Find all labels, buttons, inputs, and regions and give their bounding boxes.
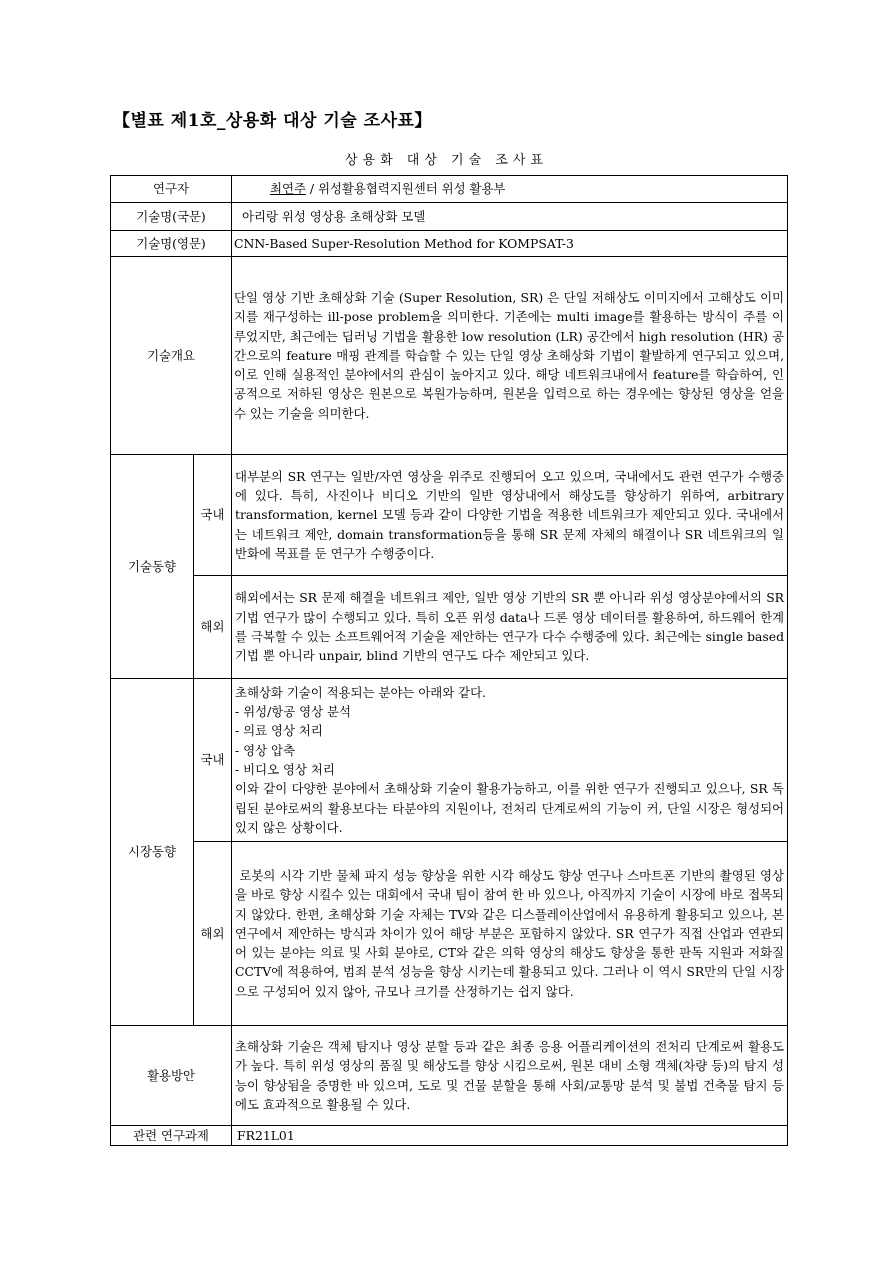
researcher-label: 연구자 bbox=[111, 176, 232, 203]
row-title-kr bbox=[111, 203, 788, 231]
researcher-affiliation: / 위성활용협력지원센터 위성 활용부 bbox=[305, 181, 506, 197]
market-domestic-label: 국내 bbox=[194, 679, 232, 842]
market-domestic-outro: 이와 같이 다양한 분야에서 초해상화 기술이 활용가능하고, 이를 위한 연구가 진행되고 있으나, SR 독립된 분야로써의 활용보다는 타분야의 지원이나, 전처리 단계로써의 기능이 커, 단일 시장은 형성되어 있지 않은 상황이다. bbox=[235, 781, 785, 835]
tech-trend-label: 기술동향 bbox=[111, 455, 194, 679]
title-kr-label: 기술명(국문) bbox=[111, 203, 232, 231]
list-item: - 위성/항공 영상 분석 bbox=[235, 704, 351, 720]
researcher-value bbox=[232, 176, 788, 203]
tech-domestic-label: 국내 bbox=[194, 455, 232, 576]
researcher-name: 최연주 bbox=[270, 181, 306, 197]
list-item: - 의료 영상 처리 bbox=[235, 723, 323, 739]
market-domestic-list bbox=[235, 702, 784, 779]
document-heading: 【별표 제1호_상용화 대상 기술 조사표】 bbox=[113, 111, 432, 131]
overview-text: 단일 영상 기반 초해상화 기술 (Super Resolution, SR) 은 단일 저해상도 이미지에서 고해상도 이미지를 재구성하는 ill-pose problem을 의미한다. 기존에는 multi image를 활용하는 방식이 주를 이루었지만, 최근에는 딥러닝 기법을 활용한 low resolution (LR) 공간에서 high resolution (HR) 공간으로의 feature 매핑 관계를 학습할 수 있는 단일 영상 초해상화 기법이 활발하게 연구되고 있으며, 이로 인해 실용적인 분야에서의 관심이 높아지고 있다. 해당 네트워크내에서 feature를 학습하여, 인공적으로 저하된 영상은 원본으로 복원가능하며, 원본을 입력으로 하는 경우에는 향상된 영상을 얻을 수 있는 기술을 의미한다. bbox=[232, 257, 788, 455]
row-researcher bbox=[111, 176, 788, 203]
market-domestic-cell bbox=[232, 679, 788, 842]
row-tech-overseas bbox=[111, 576, 788, 679]
row-usage bbox=[111, 1026, 788, 1126]
row-market-domestic bbox=[111, 679, 788, 842]
usage-text: 초해상화 기술은 객체 탐지나 영상 분할 등과 같은 최종 응용 어플리케이션의 전처리 단계로써 활용도가 높다. 특히 위성 영상의 품질 및 해상도를 향상 시킴으로써, 원본 대비 소형 객체(차량 등)의 탐지 성능이 향상됨을 증명한 바 있으며, 도로 및 건물 분할을 통해 사회/교통망 분석 및 불법 건축물 탐지 등에도 효과적으로 활용될 수 있다. bbox=[232, 1026, 788, 1126]
usage-label: 활용방안 bbox=[111, 1026, 232, 1126]
title-en-value: CNN-Based Super-Resolution Method for KOMPSAT-3 bbox=[232, 231, 788, 257]
overview-label: 기술개요 bbox=[111, 257, 232, 455]
market-overseas-text: 로봇의 시각 기반 물체 파지 성능 향상을 위한 시각 해상도 향상 연구나 스마트폰 기반의 촬영된 영상을 바로 향상 시킬수 있는 대회에서 국내 팀이 참여 한 바 있으나, 아직까지 기술이 시장에 바로 접목되지 않았다. 한편, 초해상화 기술 자체는 TV와 같은 디스플레이산업에서 유용하게 활용되고 있으나, 본 연구에서 제안하는 방식과 차이가 있어 해당 부분은 포함하지 않았다. SR 연구가 직접 산업과 연관되어 있는 분야는 의료 및 사회 분야로, CT와 같은 의학 영상의 해상도 향상을 통한 판독 지원과 저화질 CCTV에 적용하여, 범죄 분석 성능을 향상 시키는데 활용되고 있다. 그러나 이 역시 SR만의 단일 시장으로 구성되어 있지 않아, 규모나 크기를 산정하기는 쉽지 않다. bbox=[232, 842, 788, 1026]
row-project bbox=[111, 1126, 788, 1146]
list-item: - 비디오 영상 처리 bbox=[235, 762, 335, 777]
market-trend-label: 시장동향 bbox=[111, 679, 194, 1026]
project-value: FR21L01 bbox=[232, 1126, 788, 1146]
title-en-label: 기술명(영문) bbox=[111, 231, 232, 257]
market-domestic-intro: 초해상화 기술이 적용되는 분야는 아래와 같다. bbox=[235, 684, 487, 700]
project-label: 관련 연구과제 bbox=[111, 1126, 232, 1146]
market-overseas-label: 해외 bbox=[194, 842, 232, 1026]
form-title: 상용화 대상 기술 조사표 bbox=[345, 153, 548, 168]
title-kr-value: 아리랑 위성 영상용 초해상화 모델 bbox=[232, 203, 788, 231]
row-overview bbox=[111, 257, 788, 455]
row-market-overseas bbox=[111, 842, 788, 1026]
row-tech-domestic bbox=[111, 455, 788, 576]
tech-domestic-text: 대부분의 SR 연구는 일반/자연 영상을 위주로 진행되어 오고 있으며, 국내에서도 관련 연구가 수행중에 있다. 특히, 사진이나 비디오 기반의 일반 영상내에서 해상도를 향상하기 위하여, arbitrary transformation, kernel 모델 등과 같이 다양한 기법을 적용한 네트워크가 제안되고 있다. 국내에서는 네트워크 제안, domain transformation등을 통해 SR 문제 자체의 해결이나 SR 네트워크의 일반화에 목표를 둔 연구가 수행중이다. bbox=[232, 455, 788, 576]
list-item: - 영상 압축 bbox=[235, 742, 295, 758]
survey-table bbox=[110, 175, 788, 1146]
tech-overseas-text: 해외에서는 SR 문제 해결을 네트워크 제안, 일반 영상 기반의 SR 뿐 아니라 위성 영상분야에서의 SR 기법 연구가 많이 수행되고 있다. 특히 오픈 위성 data나 드론 영상 데이터를 활용하여, 하드웨어 한계를 극복할 수 있는 소프트웨어적 기술을 제안하는 연구가 다수 수행중에 있다. 최근에는 single based 기법 뿐 아니라 unpair, blind 기반의 연구도 다수 제안되고 있다. bbox=[232, 576, 788, 679]
tech-overseas-label: 해외 bbox=[194, 576, 232, 679]
row-title-en bbox=[111, 231, 788, 257]
